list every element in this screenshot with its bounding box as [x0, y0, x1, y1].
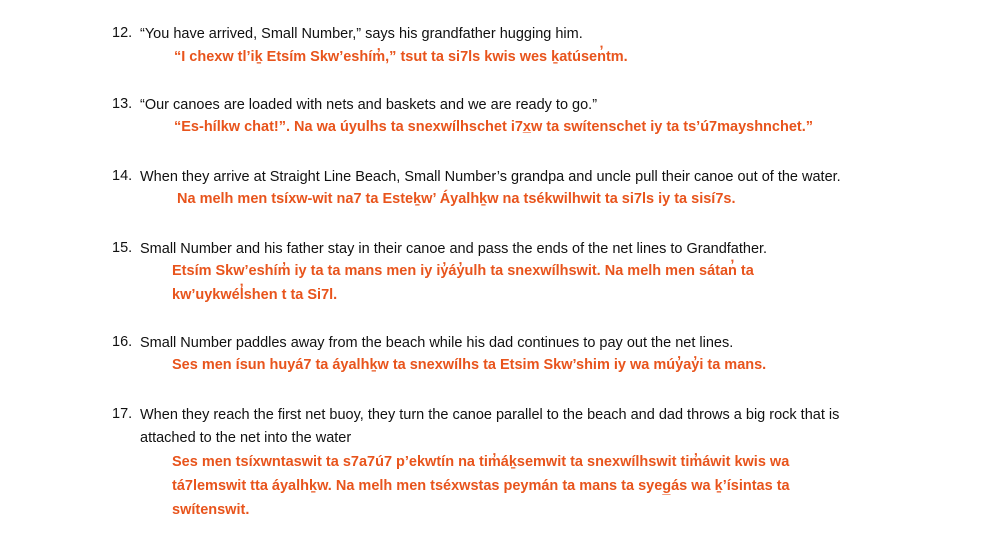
translation-line: tá7lemswit tta áyalhḵw. Na melh men tséxwstas peymán ta mans ta syeg̲ás wa ḵ’ísintas ta: [172, 478, 790, 494]
english-sentence: Small Number paddles away from the beach while his dad continues to pay out the net lines.: [140, 335, 734, 351]
item-number: 16.: [112, 334, 133, 350]
item-number: 13.: [112, 96, 133, 112]
english-sentence: Small Number and his father stay in their canoe and pass the ends of the net lines to Grandfather.: [140, 241, 768, 257]
translation-text: Na melh men tsíxw-wit na7 ta Esteḵw’ Áyalhḵw na tsékwilhwit ta si7ls iy ta sisí7s.: [177, 191, 736, 207]
item-number: 15.: [112, 240, 133, 256]
translation-line: kw’uykwél̓shen t ta Si7l.: [172, 287, 338, 303]
english-sentence: “Our canoes are loaded with nets and baskets and we are ready to go.”: [140, 97, 598, 113]
translation-text: “Es-hílkw chat!”. Na wa úyulhs ta snexwílhschet i7x̲w ta swítenschet iy ta ts’ú7mayshnchet.”: [174, 119, 814, 135]
english-sentence: “You have arrived, Small Number,” says his grandfather hugging him.: [140, 26, 583, 42]
translation-line: swítenswit.: [172, 502, 250, 518]
item-number: 12.: [112, 25, 133, 41]
translation-text: Ses men ísun huyá7 ta áyalhḵw ta snexwílhs ta Etsim Skw’shim iy wa múy̓ay̓i ta mans.: [172, 357, 767, 373]
english-line: When they reach the first net buoy, they turn the canoe parallel to the beach and dad throws a big rock that is: [140, 407, 840, 423]
translation-line: Ses men tsíxwntaswit ta s7a7ú7 p’ekwtín na tim̓áḵsemwit ta snexwílhswit tim̓áwit kwis wa: [172, 454, 790, 470]
translation-text: “I chexw tl’iḵ Etsím Skw’eshím̓,” tsut ta si7ls kwis wes ḵatúsen̓tm.: [174, 49, 628, 65]
item-number: 14.: [112, 168, 133, 184]
english-sentence: When they arrive at Straight Line Beach, Small Number’s grandpa and uncle pull their canoe out of the water.: [140, 169, 841, 185]
item-number: 17.: [112, 406, 133, 422]
translation-line: Etsím Skw’eshím̓ iy ta ta mans men iy iy̓áy̓ulh ta snexwílhswit. Na melh men sátan̓ ta: [172, 263, 754, 279]
english-line: attached to the net into the water: [140, 430, 352, 446]
